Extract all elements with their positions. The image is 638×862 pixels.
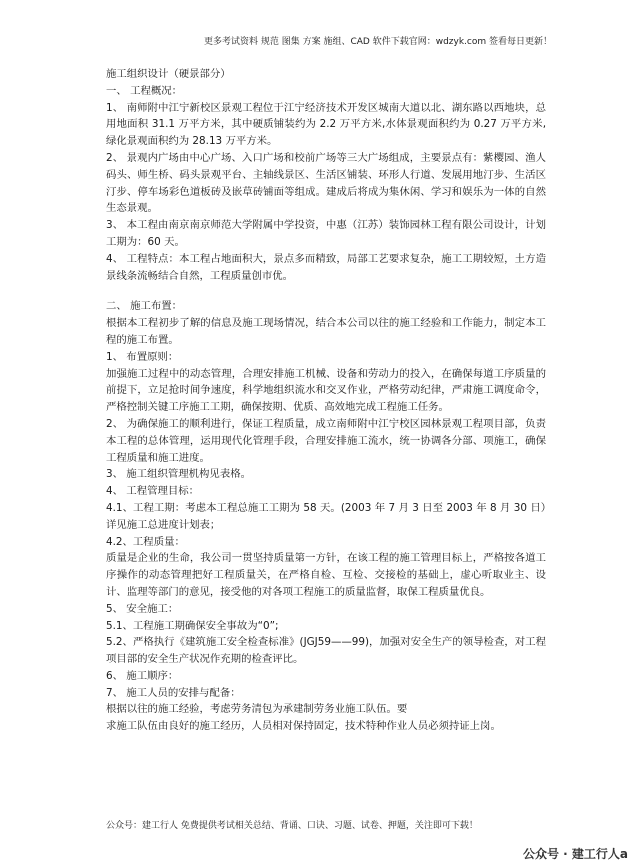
section-spacer bbox=[106, 284, 546, 298]
section-2-5-1-paragraph: 5.1、工程施工期确保安全事故为“0”; bbox=[106, 619, 279, 632]
document-title: 施工组织设计（硬景部分） bbox=[106, 68, 231, 80]
section-1-heading: 一、 工程概况： bbox=[106, 84, 183, 97]
section-2-intro: 根据本工程初步了解的信息及施工现场情况，结合本公司以往的施工经验和工作能力，制定本工程的施工布置。 bbox=[106, 317, 546, 346]
section-1-paragraph-4: 4、 工程特点：本工程占地面积大，景点多而精致，局部工艺要求复杂，施工工期较短，土方造景线条流畅结合自然，工程质量创市优。 bbox=[106, 252, 546, 282]
section-2-1-heading: 1、 布置原则： bbox=[106, 350, 179, 363]
document-body bbox=[106, 66, 546, 735]
section-1-paragraph-2: 2、 景观内广场由中心广场、入口广场和校前广场等三大广场组成，主要景点有：紫樱园、渔人码头、师生桥、码头景观平台、主轴线景区、生活区铺装、环形人行道、发展用地汀步、生活区汀步、停车场彩色道板砖及嵌草砖铺面等组成。建成后将成为集休闲、学习和娱乐为一体的自然生态景观。 bbox=[106, 151, 546, 215]
section-2-1-paragraph: 加强施工过程中的动态管理，合理安排施工机械、设备和劳动力的投入，在确保每道工序质量的前提下，立足抢时间争速度，科学地组织流水和交叉作业，严格劳动纪律，严肃施工调度命令，严格控制关键工序施工工期，确保按期、优质、高效地完成工程施工任务。 bbox=[106, 367, 546, 414]
section-2-4-2-paragraph: 质量是企业的生命，我公司一贯坚持质量第一方针，在该工程的施工管理目标上，严格按各道工序操作的动态管理把好工程质量关，在严格自检、互检、交接检的基础上，虚心听取业主、设计、监理等部门的意见，接受他的对各项工程施工的质量监督，取保工程质量优良。 bbox=[106, 552, 546, 598]
watermark-text: 公众号 · 建工行人a bbox=[522, 847, 628, 861]
section-2-heading: 二、 施工布置： bbox=[106, 300, 183, 313]
section-1-paragraph-1: 1、 南师附中江宁新校区景观工程位于江宁经济技术开发区城南大道以北、湖东路以西地块，总用地面积 31.1 万平方米，其中硬质铺装约为 2.2 万平方米,水体景观面积约为 0.27 万平方米,绿化景观面积约为 28.13 万平方米。 bbox=[106, 101, 546, 148]
section-2-5-heading: 5、 安全施工： bbox=[106, 602, 179, 615]
footer-note bbox=[106, 818, 478, 831]
section-2-4-1-paragraph: 4.1、工程工期：考虑本工程总施工工期为 58 天。(2003 年 7 月 3 日至 2003 年 8 月 30 日）详见施工总进度计划表； bbox=[106, 501, 546, 531]
site-notice-text: 更多考试资料 规范 图集 方案 施组、CAD 软件下载官网：wdzyk.com 签看每日更新！ bbox=[204, 37, 552, 47]
site-notice-header bbox=[0, 34, 638, 47]
wechat-watermark bbox=[523, 845, 628, 862]
section-1-paragraph-3: 3、 本工程由南京南京师范大学附属中学投资，中惠（江苏）装饰园林工程有限公司设计，计划工期为：60 天。 bbox=[106, 219, 546, 248]
section-2-3-paragraph: 3、 施工组织管理机构见表格。 bbox=[106, 468, 251, 481]
section-2-4-heading: 4、 工程管理目标： bbox=[106, 485, 200, 498]
section-2-4-2-heading: 4.2、工程质量： bbox=[106, 535, 185, 548]
section-2-7-paragraph-2: 求施工队伍由良好的施工经历，人员相对保持固定，技术特种作业人员必须持证上岗。 bbox=[106, 720, 501, 733]
section-2-6-heading: 6、 施工顺序： bbox=[106, 669, 179, 682]
section-2-7-paragraph-1: 根据以往的施工经验，考虑劳务清包为承建制劳务业施工队伍。要 bbox=[106, 703, 408, 716]
section-2-5-2-paragraph: 5.2、严格执行《建筑施工安全检查标准》(JGJ59——99)，加强对安全生产的领导检查，对工程项目部的安全生产状况作充期的检查评比。 bbox=[106, 636, 546, 666]
section-2-7-heading: 7、 施工人员的安排与配备： bbox=[106, 686, 241, 699]
footer-note-text: 公众号：建工行人 免费提供考试相关总结、背诵、口诀、习题、试卷、押题，关注即可下载！ bbox=[106, 821, 478, 831]
section-2-2-paragraph: 2、 为确保施工的顺利进行，保证工程质量，成立南师附中江宁校区园林景观工程项目部，负责本工程的总体管理，运用现代化管理手段，合理安排施工流水，统一协调各分部、项施工，确保工程质量和施工进度。 bbox=[106, 417, 546, 464]
